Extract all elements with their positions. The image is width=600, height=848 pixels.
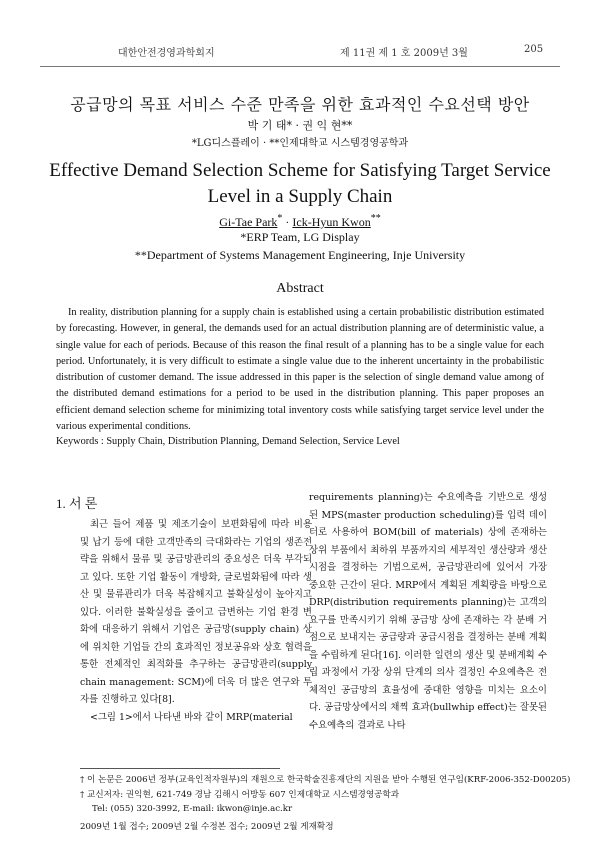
footnote-divider xyxy=(80,768,280,769)
abstract-body: In reality, distribution planning for a supply chain is established using a certain probabilistic distribution estimated by forecasting. However, in general, the demands used for an actual distribution planning are of deterministic value, a single value for each of periods. Because of this reason the final result of a planning has to be a single value for each period. Unfortunately, it is very difficult to estimate a single value due to the inherent uncertainty in the probabilistic distribution of customer demand. The issue addressed in this paper is the selection of single demand value among of the distributed demand estimations for a period to be used in the distribution planning. This paper proposes an efficient demand selection scheme for minimizing total inventory costs while satisfying target service level under the various experimental conditions. xyxy=(56,307,544,433)
issue-info: 제 11권 제 1 호 2009년 3월 xyxy=(340,48,468,59)
footnote-funding: † 이 논문은 2006년 정부(교육인적자원부)의 재원으로 한국학술진흥재단의 지원을 받아 수행된 연구임(KRF-2006-352-D00205) xyxy=(80,775,571,785)
left-column xyxy=(80,516,312,726)
author1-mark: * xyxy=(277,213,283,224)
footnote-contact xyxy=(80,804,292,814)
section-title: 1. 서 론 xyxy=(56,496,98,511)
english-title-line1: Effective Demand Selection Scheme for Satisfying Target Service xyxy=(49,160,551,181)
english-affiliation-2: **Department of Systems Management Engineering, Inje University xyxy=(134,248,466,262)
author1-name: Gi-Tae Park xyxy=(219,215,278,229)
page-number: 205 xyxy=(524,44,544,55)
contact-info: Tel: (055) 320-3992, E-mail: ikwon@inje.ac.kr xyxy=(92,804,293,814)
intro-paragraph-continued: requirements planning)는 수요예측을 기반으로 생성된 MPS(master production scheduling)를 입력 데이터로 사용하여 BOM(bill of materials) 상에 존재하는 상위 부품에서 최하위 부품까지의 세부적인 생산량과 생산 시점을 결정하는 기법으로써, 공급망관리에 있어서 가장 중요한 근간이 된다. MRP에서 계획된 계획량을 바탕으로 DRP(distribution requirements planning)는 고객의 요구를 만족시키기 위해 공급망 상에 존재하는 각 분배 거점으로 보내지는 공급량과 공급시점을 결정하는 분배 계획을 수립하게 된다[16]. 이러한 일련의 생산 및 분배계획 수립 과정에서 가장 상위 단계의 의사 결정인 수요예측은 전체적인 공급망의 효율성에 중대한 영향을 미치는 요소이다. 공급망상에서의 채찍 효과(bullwhip effect)는 잘못된 수요예측의 결과로 나타 xyxy=(309,492,547,731)
footnote-dates: 2009년 1월 접수; 2009년 2월 수정본 접수; 2009년 2월 게재확정 xyxy=(80,822,334,832)
english-title-line2: Level in a Supply Chain xyxy=(207,186,393,207)
intro-paragraph-2: <그림 1>에서 나타낸 바와 같이 MRP(material xyxy=(90,711,293,723)
right-column xyxy=(309,489,547,734)
journal-name: 대한안전경영과학회지 xyxy=(118,48,215,59)
english-authors xyxy=(0,213,600,230)
author2-name: Ick-Hyun Kwon xyxy=(292,215,371,229)
korean-authors: 박 기 태* · 권 익 현** xyxy=(247,119,353,132)
header-divider xyxy=(40,66,560,67)
author-separator: · xyxy=(282,215,293,229)
korean-affiliation: *LG디스플레이 · **인제대학교 시스템경영공학과 xyxy=(191,138,409,149)
abstract-heading: Abstract xyxy=(276,281,324,296)
korean-title: 공급망의 목표 서비스 수준 만족을 위한 효과적인 수요선택 방안 xyxy=(70,95,530,114)
english-affiliation-1: *ERP Team, LG Display xyxy=(240,230,360,244)
intro-paragraph-1: 최근 들어 제품 및 제조기술이 보편화됨에 따라 비용 및 납기 등에 대한 고객만족의 극대화라는 기업의 생존전략을 위해서 물류 및 공급망관리의 중요성은 더욱 부각되고 있다. 또한 기업 활동이 개방화, 글로벌화됨에 따라 생산 및 물류관리가 더욱 복잡해지고 불확실성이 높아지고 있다. 이러한 불확실성을 줄이고 급변하는 기업 환경 변화에 대응하기 위해서 기업은 공급망(supply chain) 상에 위치한 기업들 간의 효과적인 정보공유와 상호 협력을 통한 전체적인 최적화를 추구하는 공급망관리(supply chain management: SCM)에 더욱 더 많은 연구와 투자를 진행하고 있다[8]. xyxy=(80,519,312,705)
author2-mark: ** xyxy=(370,213,381,224)
footnote-corresponding-author: † 교신저자: 권익현, 621-749 경남 김해시 어방동 607 인제대학교 시스템경영공학과 xyxy=(80,790,400,800)
keywords: Keywords : Supply Chain, Distribution Planning, Demand Selection, Service Level xyxy=(56,436,400,447)
